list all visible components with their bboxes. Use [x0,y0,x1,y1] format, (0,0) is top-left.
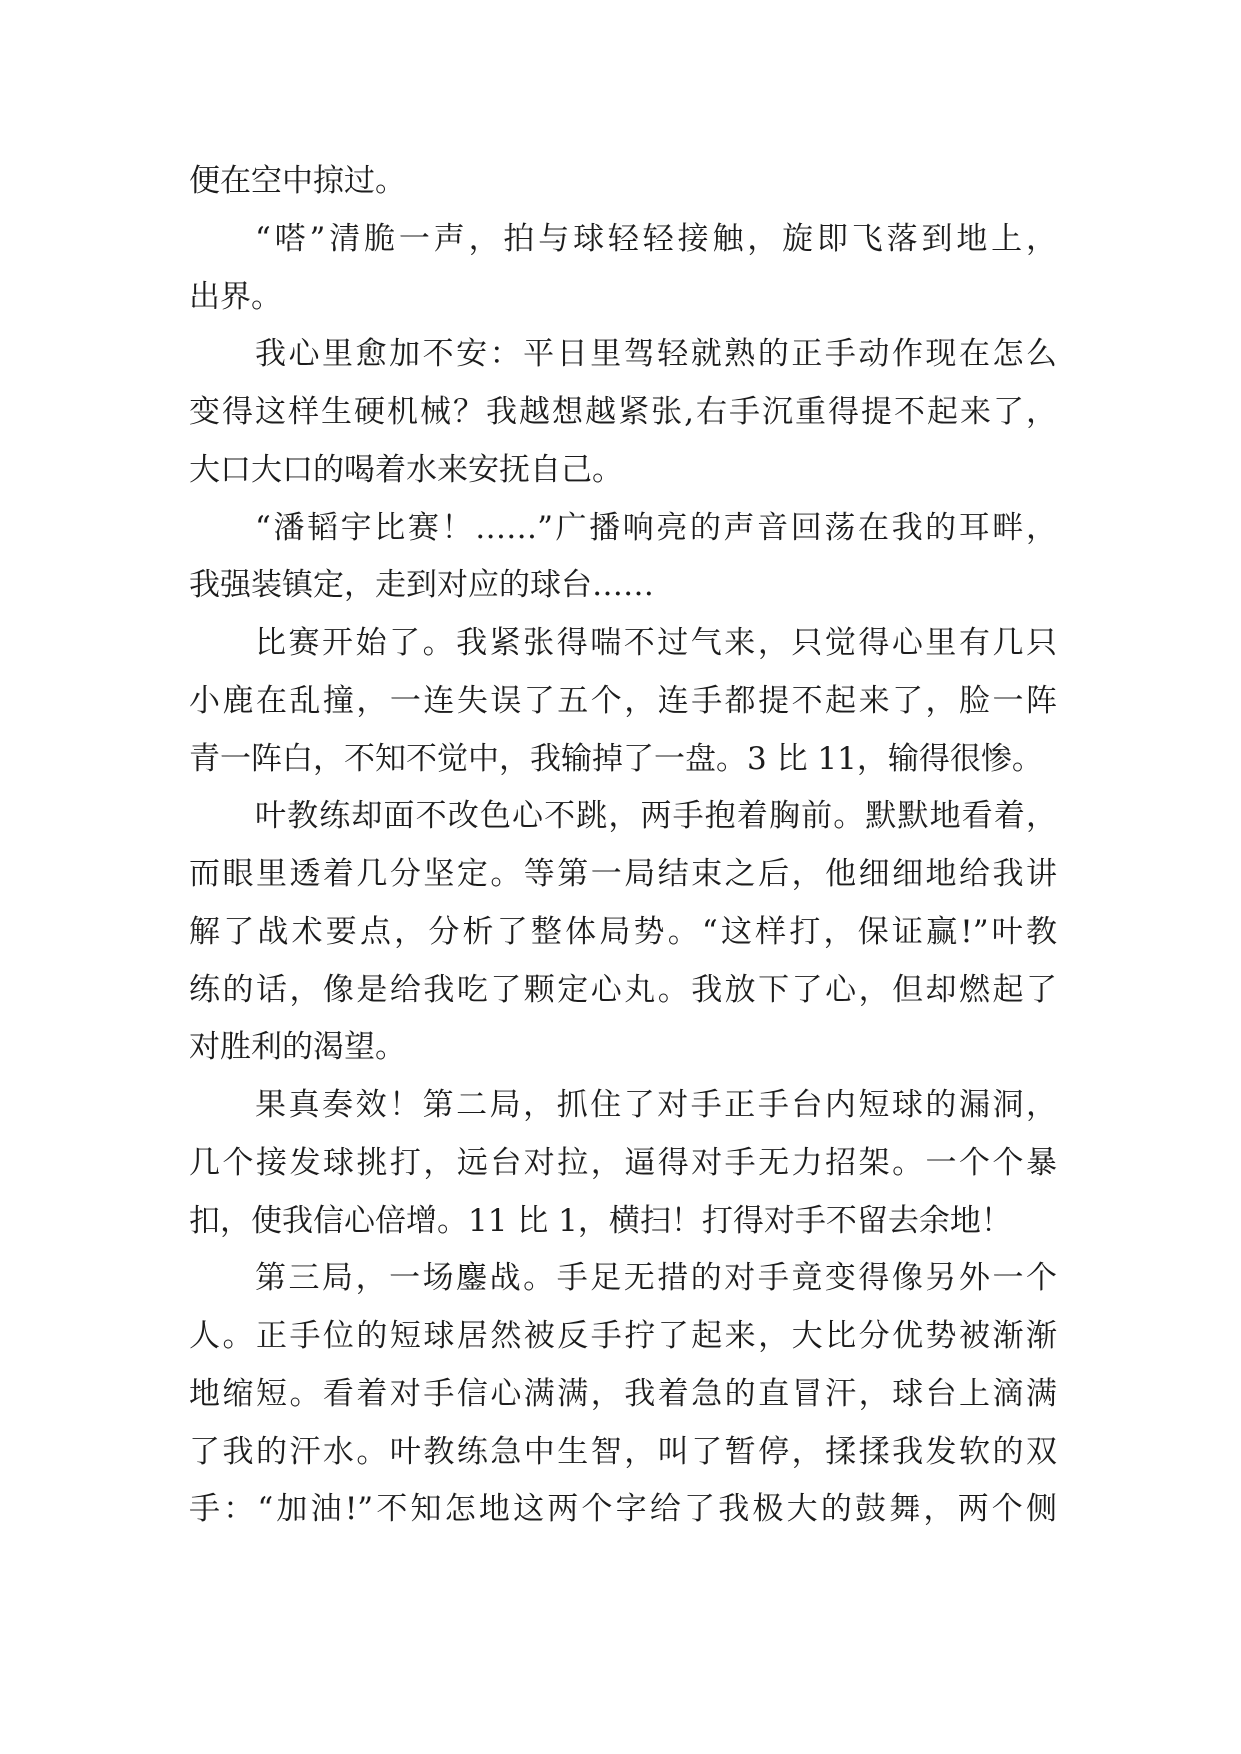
text-line: 解了战术要点，分析了整体局势。“这样打，保证赢!”叶教 [189,913,1057,950]
paragraph [189,615,1057,788]
text-line: 人。正手位的短球居然被反手拧了起来，大比分优势被渐渐 [189,1318,1057,1354]
text-line: “潘韬宇比赛！……”广播响亮的声音回荡在我的耳畔， [255,509,1057,546]
paragraph [189,1250,1057,1539]
text-line: 扣，使我信心倍增。11 比 1，横扫！打得对手不留去余地！ [189,1202,1012,1239]
paragraph [189,326,1057,499]
text-line: 我强装镇定，走到对应的球台…… [189,567,654,604]
text-line: 地缩短。看着对手信心满满，我着急的直冒汗，球台上滴满 [189,1375,1057,1412]
paragraph [189,788,1057,1077]
text-line: 练的话，像是给我吃了颗定心丸。我放下了心，但却燃起了 [189,971,1057,1008]
text-line: 对胜利的渴望。 [189,1029,406,1066]
text-line: 出界。 [189,278,282,315]
text-line: 叶教练却面不改色心不跳，两手抱着胸前。默默地看着， [255,798,1057,835]
text-line: 大口大口的喝着水来安抚自己。 [189,451,623,488]
paragraph [189,500,1057,616]
text-line: 青一阵白，不知不觉中，我输掉了一盘。3 比 11，输得很惨。 [189,740,1043,777]
text-line: 我心里愈加不安：平日里驾轻就熟的正手动作现在怎么 [255,336,1057,373]
text-line: 小鹿在乱撞，一连失误了五个，连手都提不起来了，脸一阵 [189,682,1057,719]
paragraph [189,211,1057,327]
text-line: 便在空中掠过。 [189,163,406,199]
text-line: 手：“加油!”不知怎地这两个字给了我极大的鼓舞，两个侧 [189,1491,1057,1528]
text-line: 而眼里透着几分坚定。等第一局结束之后，他细细地给我讲 [189,856,1057,892]
text-line: 几个接发球挑打，远台对拉，逼得对手无力招架。一个个暴 [189,1144,1057,1181]
text-line: 变得这样生硬机械？我越想越紧张,右手沉重得提不起来了， [189,394,1057,430]
text-line: “嗒”清脆一声，拍与球轻轻接触，旋即飞落到地上， [255,220,1057,257]
text-line: 比赛开始了。我紧张得喘不过气来，只觉得心里有几只 [255,625,1057,661]
text-line: 了我的汗水。叶教练急中生智，叫了暂停，揉揉我发软的双 [189,1433,1057,1470]
body-text [189,153,1057,1539]
text-line: 第三局，一场鏖战。手足无措的对手竟变得像另外一个 [255,1260,1057,1297]
text-line: 果真奏效！第二局，抓住了对手正手台内短球的漏洞， [255,1087,1057,1123]
paragraph [189,153,1057,211]
paragraph [189,1077,1057,1250]
